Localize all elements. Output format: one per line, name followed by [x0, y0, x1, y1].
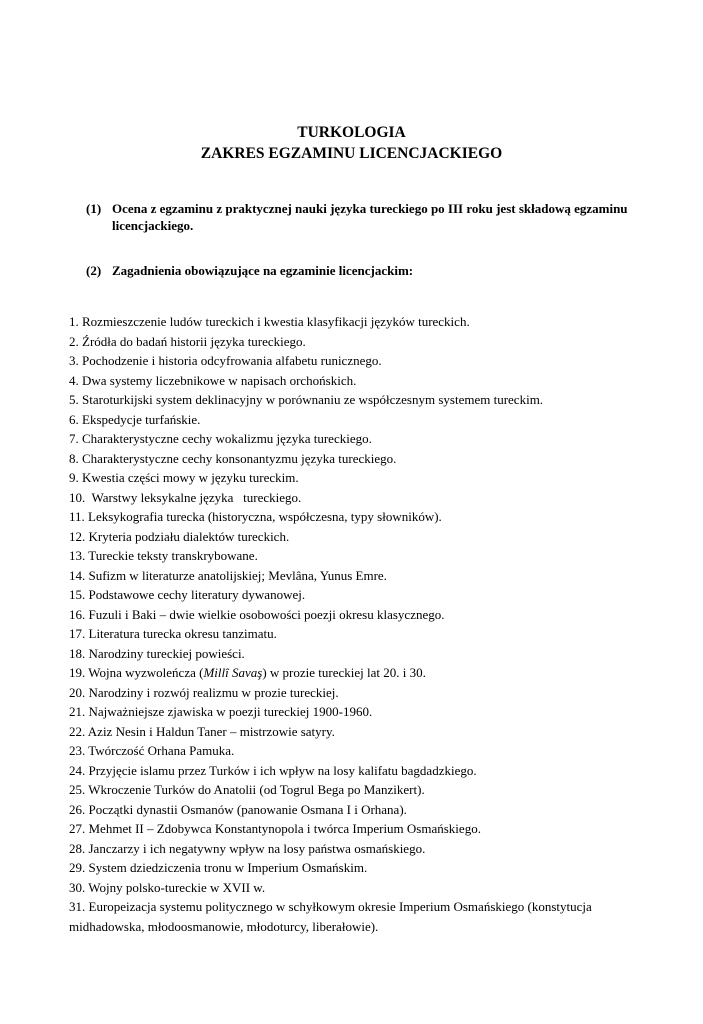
list-item: 20. Narodziny i rozwój realizmu w prozie tureckiej. [69, 684, 339, 700]
list-item-text: ) w prozie tureckiej lat 20. i 30. [262, 665, 426, 680]
list-item: 25. Wkroczenie Turków do Anatolii (od Togrul Bega po Manzikert). [69, 782, 425, 797]
list-item: 27. Mehmet II – Zdobywca Konstantynopola i twórca Imperium Osmańskiego. [69, 821, 481, 836]
list-item: 18. Narodziny tureckiej powieści. [69, 645, 245, 661]
list-item: 9. Kwestia części mowy w języku tureckim. [69, 470, 299, 485]
list-item: 29. System dziedziczenia tronu w Imperium Osmańskim. [69, 860, 368, 875]
section-2 [86, 262, 646, 279]
document-title: TURKOLOGIA [297, 124, 406, 141]
list-item: 26. Początki dynastii Osmanów (panowanie Osmana I i Orhana). [69, 801, 407, 817]
list-item-text: 19. Wojna wyzwoleńcza ( [69, 665, 204, 680]
list-item: 5. Staroturkijski system deklinacyjny w porównaniu ze współczesnym systemem tureckim. [69, 392, 544, 407]
document-subtitle: ZAKRES EGZAMINU LICENCJACKIEGO [200, 145, 503, 162]
list-item: 10. Warstwy leksykalne języka tureckiego. [69, 489, 302, 505]
list-item: 11. Leksykografia turecka (historyczna, współczesna, typy słowników). [69, 509, 442, 524]
section-text: Ocena z egzaminu z praktycznej nauki języka tureckiego po III roku jest składową egzaminu licencjackiego. [112, 201, 628, 233]
list-item: 3. Pochodzenie i historia odcyfrowania alfabetu runicznego. [69, 353, 382, 368]
list-item: 17. Literatura turecka okresu tanzimatu. [69, 626, 277, 641]
list-item: 21. Najważniejsze zjawiska w poezji tureckiej 1900-1960. [69, 704, 373, 719]
section-number: (2) [86, 263, 102, 278]
section-number: (1) [86, 201, 102, 216]
list-item [69, 663, 629, 683]
list-item: 23. Twórczość Orhana Pamuka. [69, 743, 235, 758]
section-1 [86, 200, 646, 234]
list-item: 22. Aziz Nesin i Haldun Taner – mistrzowie satyry. [69, 723, 335, 739]
list-item: 2. Źródła do badań historii języka tureckiego. [69, 333, 306, 349]
list-item: 30. Wojny polsko-tureckie w XVII w. [69, 879, 266, 895]
list-item: 28. Janczarzy i ich negatywny wpływ na losy państwa osmańskiego. [69, 840, 426, 856]
list-item: 1. Rozmieszczenie ludów tureckich i kwestia klasyfikacji języków tureckich. [69, 314, 470, 329]
list-item: 4. Dwa systemy liczebnikowe w napisach orchońskich. [69, 372, 357, 388]
list-item: 15. Podstawowe cechy literatury dywanowej. [69, 587, 306, 602]
list-item: 14. Sufizm w literaturze anatolijskiej; Mevlâna, Yunus Emre. [69, 567, 387, 583]
list-item: 8. Charakterystyczne cechy konsonantyzmu języka tureckiego. [69, 450, 397, 466]
list-item: 16. Fuzuli i Baki – dwie wielkie osobowości poezji okresu klasycznego. [69, 606, 445, 622]
list-item: 24. Przyjęcie islamu przez Turków i ich wpływ na losy kalifatu bagdadzkiego. [69, 762, 477, 778]
list-item-italic-term: Millî Savaş [203, 665, 263, 680]
list-item: 12. Kryteria podziału dialektów tureckich. [69, 528, 290, 544]
section-text: Zagadnienia obowiązujące na egzaminie licencjackim: [112, 263, 414, 278]
topics-list [69, 312, 629, 936]
list-item: 7. Charakterystyczne cechy wokalizmu języka tureckiego. [69, 431, 372, 446]
list-item: 31. Europeizacja systemu politycznego w schyłkowym okresie Imperium Osmańskiego (konstytucja midhadowska, młodoosmanowie, młodoturcy, liberałowie). [69, 899, 592, 934]
list-item: 13. Tureckie teksty transkrybowane. [69, 548, 258, 563]
list-item: 6. Ekspedycje turfańskie. [69, 411, 201, 427]
